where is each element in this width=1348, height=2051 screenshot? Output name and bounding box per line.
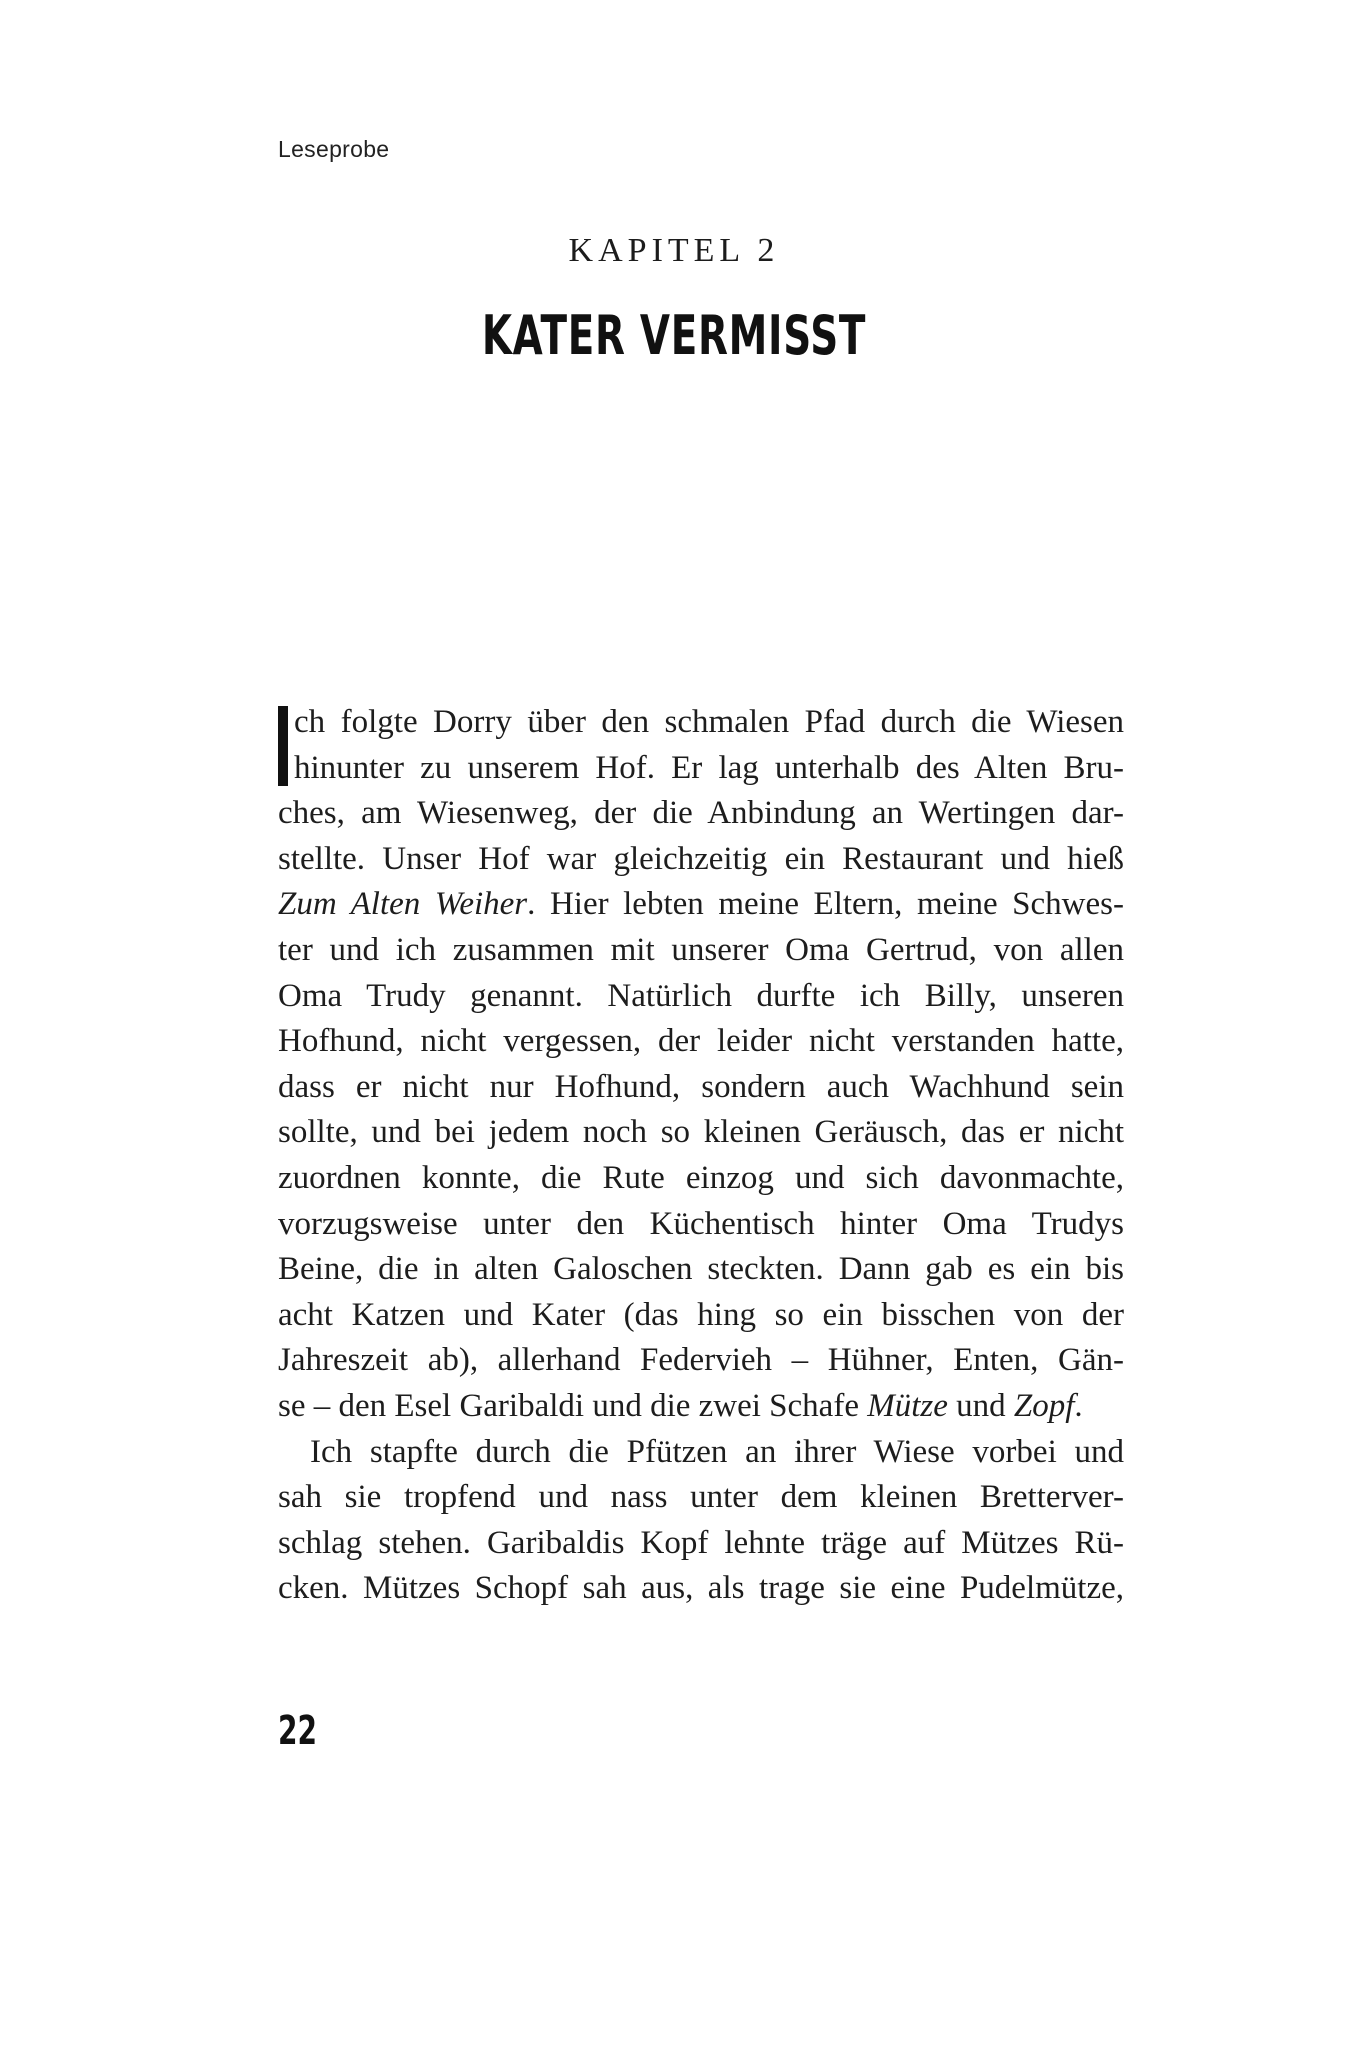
drop-cap-initial bbox=[278, 706, 288, 786]
text-fragment: und bbox=[947, 1387, 1014, 1424]
text-line: acht Katzen und Kater (das hing so ein bisschen von der bbox=[278, 1296, 1124, 1333]
text-line bbox=[278, 1384, 1124, 1430]
text-line: Oma Trudy genannt. Natürlich durfte ich Billy, unseren bbox=[278, 977, 1124, 1014]
text-fragment: . bbox=[1074, 1387, 1083, 1424]
body-text bbox=[278, 700, 1124, 1612]
chapter-number: KAPITEL 2 bbox=[568, 232, 780, 269]
text-line: zuordnen konnte, die Rute einzog und sich davonmachte, bbox=[278, 1159, 1124, 1196]
text-line: vorzugsweise unter den Küchentisch hinter Oma Trudys bbox=[278, 1205, 1124, 1242]
text-line: Hofhund, nicht vergessen, der leider nicht verstanden hatte, bbox=[278, 1023, 1124, 1060]
text-fragment: se – den Esel Garibaldi und die zwei Schafe bbox=[278, 1387, 868, 1424]
text-fragment: . Hier lebten meine Eltern, meine Schwes- bbox=[527, 886, 1124, 923]
text-line: sollte, und bei jedem noch so kleinen Geräusch, das er nicht bbox=[278, 1114, 1124, 1151]
text-line: Ich stapfte durch die Pfützen an ihrer Wiese vorbei und bbox=[310, 1433, 1124, 1470]
text-line: schlag stehen. Garibaldis Kopf lehnte träge auf Mützes Rü- bbox=[278, 1524, 1124, 1561]
sheep-name-muetze: Mütze bbox=[867, 1387, 948, 1424]
text-line: cken. Mützes Schopf sah aus, als trage sie eine Pudelmütze, bbox=[278, 1570, 1124, 1607]
sheep-name-zopf: Zopf bbox=[1013, 1387, 1075, 1424]
text-line: ter und ich zusammen mit unserer Oma Gertrud, von allen bbox=[278, 931, 1124, 968]
text-line: ch folgte Dorry über den schmalen Pfad durch die Wiesen bbox=[294, 704, 1124, 740]
text-line: dass er nicht nur Hofhund, sondern auch Wachhund sein bbox=[278, 1068, 1124, 1105]
text-line: sah sie tropfend und nass unter dem kleinen Bretterver- bbox=[278, 1479, 1124, 1516]
page-number: 22 bbox=[278, 1708, 317, 1754]
chapter-title: KATER VERMISST bbox=[481, 304, 867, 367]
text-line: stellte. Unser Hof war gleichzeitig ein Restaurant und hieß bbox=[278, 840, 1124, 877]
text-line bbox=[278, 882, 1124, 928]
text-line: hinunter zu unserem Hof. Er lag unterhalb des Alten Bru- bbox=[294, 749, 1124, 786]
restaurant-name: Zum Alten Weiher bbox=[278, 886, 528, 923]
text-line: Beine, die in alten Galoschen steckten. Dann gab es ein bis bbox=[278, 1251, 1124, 1288]
header-label: Leseprobe bbox=[278, 136, 390, 162]
text-line: Jahreszeit ab), allerhand Federvieh – Hühner, Enten, Gän- bbox=[278, 1342, 1124, 1379]
text-line: ches, am Wiesenweg, der die Anbindung an Wertingen dar- bbox=[278, 795, 1124, 832]
